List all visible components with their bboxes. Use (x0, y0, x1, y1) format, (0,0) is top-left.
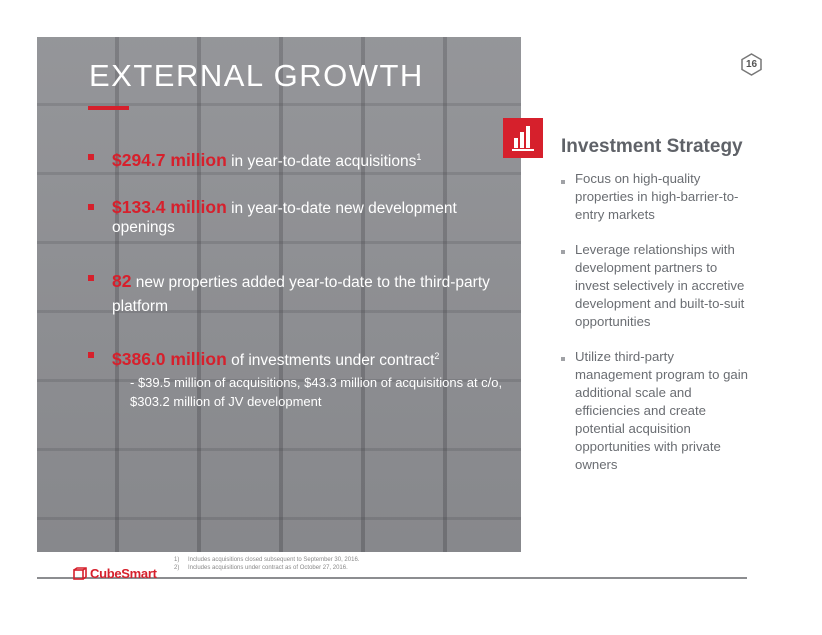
footnote (174, 556, 359, 564)
footnotes (174, 556, 359, 572)
strategy-item: Utilize third-party management program to gain additional scale and efficiencies and create potential acquisition opportunities with private owners (575, 349, 749, 472)
bullet-highlight: $294.7 million (112, 150, 227, 171)
bullet-text: new properties added year-to-date to the third-party platform (112, 274, 490, 315)
footnote-number: 2) (174, 565, 180, 571)
footnote (174, 564, 359, 572)
strategy-title: Investment Strategy (561, 136, 743, 157)
page-number-badge (740, 53, 763, 76)
page-number: 16 (745, 59, 758, 70)
strategy-item: Focus on high-quality properties in high-barrier-to-entry markets (575, 171, 739, 222)
bullet-under-contract (112, 347, 504, 370)
footnote-ref: 1 (416, 152, 422, 162)
bullet-highlight: $386.0 million (112, 349, 227, 370)
bullet-text: in year-to-date acquisitions (226, 153, 417, 171)
bullet-marker (561, 250, 565, 254)
strategy-item: Leverage relationships with development partners to invest selectively in accretive development and built-to-suit opportunities (575, 242, 745, 329)
footnote-text: Includes acquisitions under contract as of October 27, 2016. (188, 565, 348, 571)
bullet-third-party-platform (112, 269, 504, 319)
logo-text: CubeSmart (90, 566, 157, 581)
bullet-text: in year-to-date new development openings (112, 200, 457, 236)
bullet-marker (88, 352, 94, 358)
footnote-ref: 2 (434, 351, 440, 361)
bullet-marker (88, 154, 94, 160)
bullet-highlight: $133.4 million (112, 197, 227, 217)
bullet-highlight: 82 (112, 271, 132, 291)
footnote-text: Includes acquisitions closed subsequent to September 30, 2016. (188, 557, 360, 563)
bar-chart-icon (503, 118, 543, 158)
bullet-acquisitions (112, 148, 504, 171)
bullet-marker (561, 180, 565, 184)
bullet-marker (561, 357, 565, 361)
bullet-development-openings (112, 198, 504, 237)
title-underline (88, 106, 129, 110)
bullet-marker (88, 275, 94, 281)
company-logo (73, 566, 163, 582)
page-title: EXTERNAL GROWTH (89, 58, 424, 93)
footnote-number: 1) (174, 557, 180, 563)
bullet-under-contract-detail: - $39.5 million of acquisitions, $43.3 million of acquisitions at c/o, $303.2 million of JV development (130, 375, 503, 409)
bullet-marker (88, 204, 94, 210)
cube-logo-icon (73, 567, 87, 581)
bullet-text: of investments under contract (226, 352, 435, 370)
